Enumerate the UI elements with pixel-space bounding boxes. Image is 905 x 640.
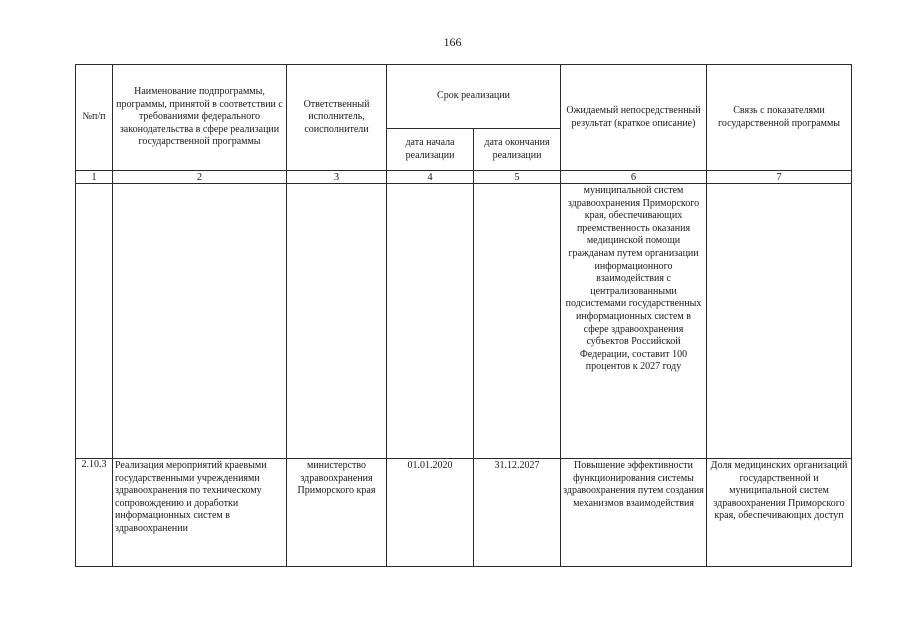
- header-executor: Ответственный исполнитель, соисполнители: [287, 65, 387, 171]
- row-executor: министерство здравоохранения Приморского края: [287, 459, 387, 567]
- row-number: 2.10.3: [76, 459, 113, 567]
- header-link: Связь с показателями государственной программы: [707, 65, 852, 171]
- row-link: Доля медицинских организаций государственной и муниципальной систем здравоохранения Приморского края, обеспечивающих доступ: [707, 459, 852, 567]
- row-start-date: 01.01.2020: [387, 459, 474, 567]
- column-number: 6: [561, 171, 707, 184]
- row-result: Повышение эффективности функционирования системы здравоохранения путем создания механизмов взаимодействия: [561, 459, 707, 567]
- column-number: 1: [76, 171, 113, 184]
- header-row: [76, 65, 852, 129]
- header-period: Срок реализации: [387, 65, 561, 129]
- table-row: [76, 184, 852, 459]
- header-result: Ожидаемый непосредственный результат (краткое описание): [561, 65, 707, 171]
- column-number: 4: [387, 171, 474, 184]
- table-row: [76, 459, 852, 567]
- header-start-date: дата начала реализации: [387, 129, 474, 171]
- program-table: [75, 64, 852, 567]
- header-number: №п/п: [76, 65, 113, 171]
- column-number: 5: [474, 171, 561, 184]
- page-number: 166: [443, 35, 462, 49]
- column-number-row: [76, 171, 852, 184]
- row-result: муниципальной систем здравоохранения Приморского края, обеспечивающих преемственность оказания медицинской помощи гражданам путем организации информационного взаимодействия с централизованными подсистемами государственных информационных систем в сфере здравоохранения субъектов Российской Федерации, составит 100 процентов к 2027 году: [561, 184, 707, 459]
- row-executor: [287, 184, 387, 459]
- row-number: [76, 184, 113, 459]
- row-end-date: 31.12.2027: [474, 459, 561, 567]
- row-start-date: [387, 184, 474, 459]
- column-number: 2: [113, 171, 287, 184]
- header-name: Наименование подпрограммы, программы, принятой в соответствии с требованиями федерального законодательства в сфере реализации государственной программы: [113, 65, 287, 171]
- row-end-date: [474, 184, 561, 459]
- column-number: 3: [287, 171, 387, 184]
- row-link: [707, 184, 852, 459]
- column-number: 7: [707, 171, 852, 184]
- row-name: Реализация мероприятий краевыми государственными учреждениями здравоохранения по техническому сопровождению и доработки информационных систем в здравоохранении: [113, 459, 287, 567]
- header-end-date: дата окончания реализации: [474, 129, 561, 171]
- row-name: [113, 184, 287, 459]
